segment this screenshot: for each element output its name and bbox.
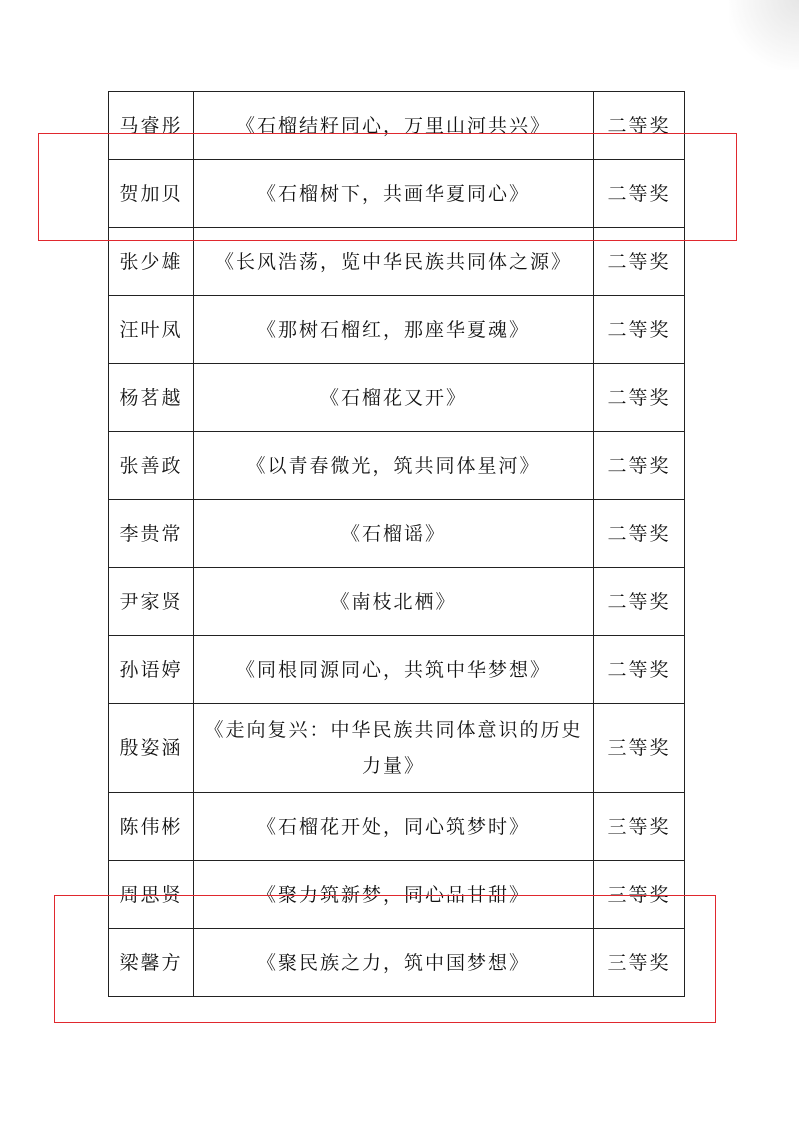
work-title: 《南枝北栖》	[194, 568, 594, 636]
table-row	[109, 364, 685, 432]
prize-level: 三等奖	[594, 929, 685, 997]
table-row	[109, 704, 685, 793]
table-row	[109, 500, 685, 568]
table-row	[109, 160, 685, 228]
prize-level: 二等奖	[594, 228, 685, 296]
work-title: 《走向复兴：中华民族共同体意识的历史力量》	[194, 704, 594, 793]
work-title: 《聚力筑新梦，同心品甘甜》	[194, 861, 594, 929]
table-row	[109, 793, 685, 861]
prize-level: 二等奖	[594, 92, 685, 160]
table-row	[109, 228, 685, 296]
table-row	[109, 432, 685, 500]
winner-name: 张善政	[109, 432, 194, 500]
table-row	[109, 929, 685, 997]
work-title: 《那树石榴红，那座华夏魂》	[194, 296, 594, 364]
prize-level: 三等奖	[594, 793, 685, 861]
table-row	[109, 92, 685, 160]
winner-name: 李贵常	[109, 500, 194, 568]
winner-name: 杨茗越	[109, 364, 194, 432]
winner-name: 贺加贝	[109, 160, 194, 228]
work-title: 《石榴树下，共画华夏同心》	[194, 160, 594, 228]
page-corner-shadow	[729, 0, 799, 70]
table-row	[109, 861, 685, 929]
table-row	[109, 636, 685, 704]
winner-name: 尹家贤	[109, 568, 194, 636]
table-row	[109, 296, 685, 364]
winner-name: 马睿彤	[109, 92, 194, 160]
winner-name: 汪叶凤	[109, 296, 194, 364]
work-title: 《石榴花又开》	[194, 364, 594, 432]
prize-level: 二等奖	[594, 364, 685, 432]
work-title: 《同根同源同心，共筑中华梦想》	[194, 636, 594, 704]
prize-level: 二等奖	[594, 432, 685, 500]
winner-name: 殷姿涵	[109, 704, 194, 793]
winner-name: 陈伟彬	[109, 793, 194, 861]
prize-level: 二等奖	[594, 500, 685, 568]
award-table	[108, 91, 685, 997]
work-title: 《长风浩荡，览中华民族共同体之源》	[194, 228, 594, 296]
work-title: 《聚民族之力，筑中国梦想》	[194, 929, 594, 997]
table-row	[109, 568, 685, 636]
prize-level: 三等奖	[594, 861, 685, 929]
prize-level: 二等奖	[594, 636, 685, 704]
work-title: 《石榴谣》	[194, 500, 594, 568]
winner-name: 周思贤	[109, 861, 194, 929]
work-title: 《以青春微光，筑共同体星河》	[194, 432, 594, 500]
winner-name: 梁馨方	[109, 929, 194, 997]
prize-level: 二等奖	[594, 160, 685, 228]
prize-level: 二等奖	[594, 568, 685, 636]
prize-level: 三等奖	[594, 704, 685, 793]
winner-name: 孙语婷	[109, 636, 194, 704]
prize-level: 二等奖	[594, 296, 685, 364]
work-title: 《石榴花开处，同心筑梦时》	[194, 793, 594, 861]
winner-name: 张少雄	[109, 228, 194, 296]
work-title: 《石榴结籽同心，万里山河共兴》	[194, 92, 594, 160]
